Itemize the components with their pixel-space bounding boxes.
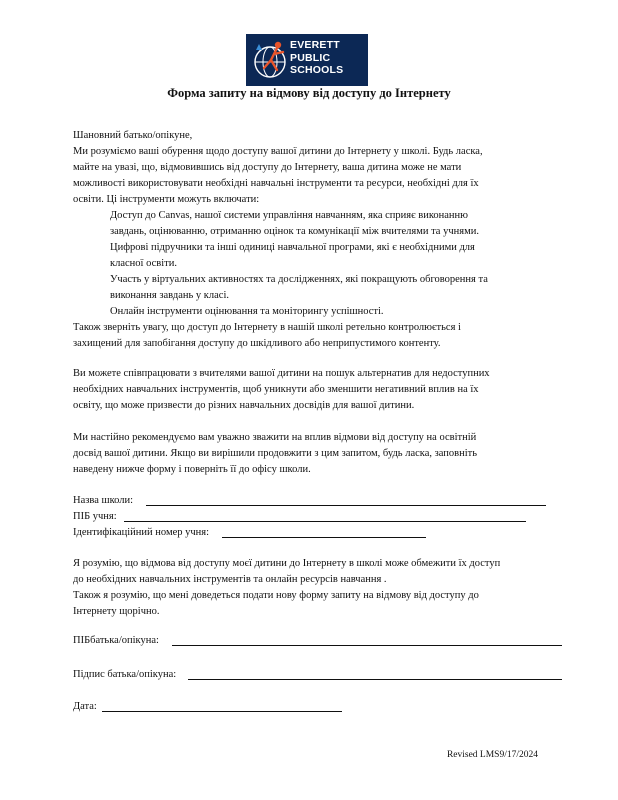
note-line: Також зверніть увагу, що доступ до Інтернету в нашій школі ретельно контролюється і	[73, 322, 461, 333]
bullet-item-textbooks	[110, 240, 475, 272]
student-name-label: ПІБ учня:	[73, 511, 117, 522]
collaboration-paragraph	[73, 366, 490, 414]
para-line: Ви можете співпрацювати з вчителями вашої дитини на пошук альтернатив для недоступних	[73, 368, 490, 379]
bullet-line: Участь у віртуальних активностях та дослідженнях, які покращують обговорення та	[110, 274, 488, 285]
acknowledgement-paragraph	[73, 556, 500, 620]
form-title: Форма запиту на відмову від доступу до Інтернету	[167, 86, 451, 100]
parent-signature-field[interactable]	[188, 679, 562, 680]
bullet-item-canvas	[110, 208, 479, 240]
globe-figure-icon	[250, 38, 292, 82]
logo-line-3: SCHOOLS	[290, 64, 344, 76]
recommendation-paragraph	[73, 430, 477, 478]
para-line: необхідних навчальних інструментів, щоб уникнути або зменшити негативний вплив на їх	[73, 384, 479, 395]
para-line: Ми настійно рекомендуємо вам уважно зважити на вплив відмови від доступу на освітній	[73, 432, 477, 443]
bullet-item-virtual	[110, 272, 488, 304]
intro-line: можливості використовувати необхідні навчальні інструменти та ресурси, необхідні для їх	[73, 178, 479, 189]
intro-line: освіти. Ці інструменти можуть включати:	[73, 194, 260, 205]
ack-line: Я розумію, що відмова від доступу моєї дитини до Інтернету в школі може обмежити їх доступ	[73, 558, 501, 569]
date-label: Дата:	[73, 701, 97, 712]
note-line: захищений для запобігання доступу до шкідливого або неприпустимого контенту.	[73, 338, 441, 349]
parent-signature-label: Підпис батька/опікуна:	[73, 669, 177, 680]
para-line: наведену нижче форму і поверніть її до офісу школи.	[73, 464, 311, 475]
bullet-line: Онлайн інструменти оцінювання та моніторингу успішності.	[110, 306, 384, 317]
bullet-line: класної освіти.	[110, 258, 177, 269]
greeting: Шановний батько/опікуне,	[73, 130, 193, 141]
ack-line: Також я розумію, що мені доведеться подати нову форму запиту на відмову від доступу до	[73, 590, 479, 601]
everett-public-schools-logo	[246, 34, 368, 86]
revision-footer: Revised LMS9/17/2024	[446, 750, 538, 760]
bullet-line: виконання завдань у класі.	[110, 290, 229, 301]
school-name-label: Назва школи:	[73, 495, 134, 506]
ack-line: до необхідних навчальних інструментів та онлайн ресурсів навчання .	[73, 574, 387, 585]
monitoring-note	[73, 320, 461, 352]
para-line: досвід вашої дитини. Якщо ви вирішили продовжити з цим запитом, будь ласка, заповніть	[73, 448, 478, 459]
logo-line-1: EVERETT	[290, 39, 340, 51]
bullet-line: завдань, оцінюванню, отриманню оцінок та комунікації між вчителями та учнями.	[110, 226, 479, 237]
intro-line: майте на увазі, що, відмовившись від доступу до Інтернету, ваша дитина може не мати	[73, 162, 462, 173]
parent-name-label: ПІБбатька/опікуна:	[73, 635, 159, 646]
school-name-field[interactable]	[146, 505, 546, 506]
bullet-line: Доступ до Canvas, нашої системи управління навчанням, яка сприяє виконанню	[110, 210, 469, 221]
student-name-field[interactable]	[124, 521, 526, 522]
parent-name-field[interactable]	[172, 645, 562, 646]
date-field[interactable]	[102, 711, 342, 712]
bullet-line: Цифрові підручники та інші одиниці навчальної програми, які є необхідними для	[110, 242, 475, 253]
logo-wordmark	[290, 39, 343, 77]
student-id-label: Ідентифікаційний номер учня:	[73, 527, 210, 538]
bullet-item-assessment	[110, 304, 384, 320]
logo-line-2: PUBLIC	[290, 51, 331, 64]
ack-line: Інтернету щорічно.	[73, 606, 160, 617]
intro-paragraph	[73, 144, 483, 208]
intro-line: Ми розуміємо ваші обурення щодо доступу вашої дитини до Інтернету у школі. Будь ласка,	[73, 146, 483, 157]
para-line: освіту, що може призвести до різних навчальних досвідів для вашої дитини.	[73, 400, 415, 411]
student-id-field[interactable]	[222, 537, 426, 538]
